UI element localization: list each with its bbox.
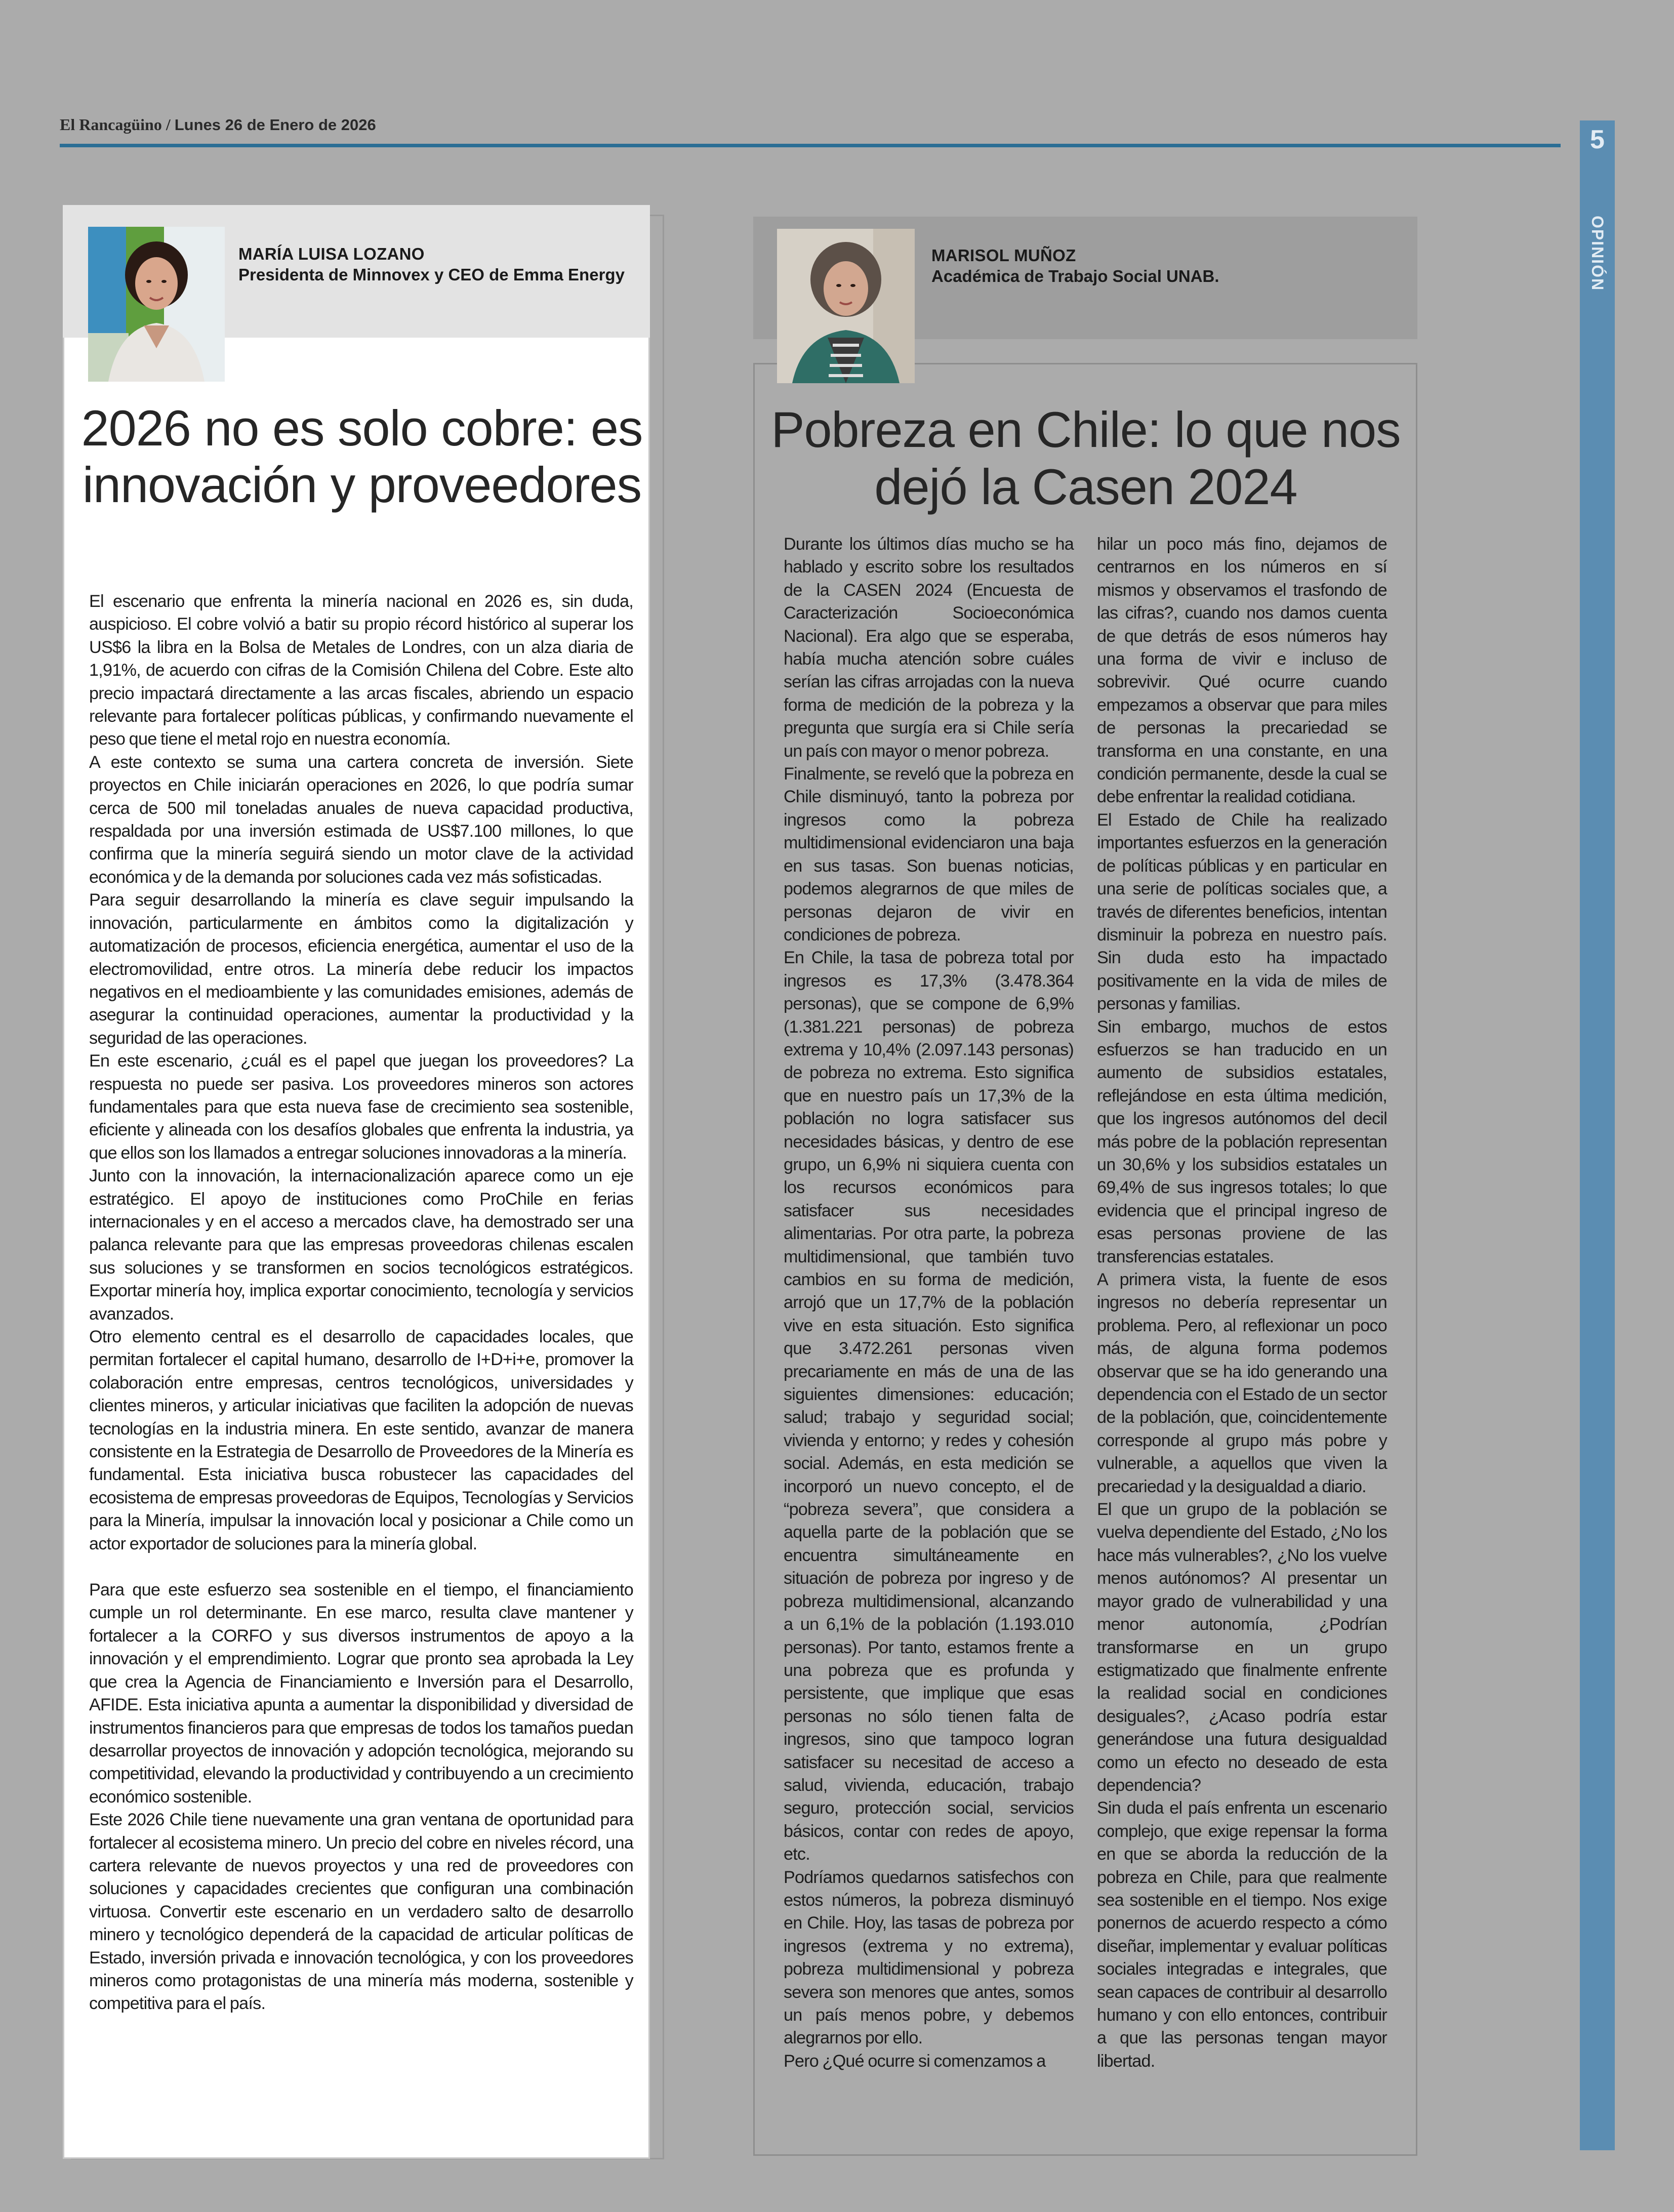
- left-author-role: Presidenta de Minnovex y CEO de Emma Energy: [238, 265, 625, 284]
- right-article-column-1: [784, 533, 1074, 2073]
- left-article-title: 2026 no es solo cobre: es innovación y proveedores: [81, 400, 643, 513]
- paragraph: Otro elemento central es el desarrollo de capacidades locales, que permitan fortalecer el capital humano, desarrollo de I+D+i+e, promover la colaboración entre empresas, centros tecnológicos, universidades y clientes mineros, y articular iniciativas que faciliten la adopción de nuevas tecnologías en la industria minera. En este sentido, avanzar de manera consistente en la Estrategia de Desarrollo de Proveedores de la Minería es fundamental. Esta iniciativa busca robustecer las capacidades del ecosistema de empresas proveedoras de Equipos, Tecnologías y Servicios para la Minería, impulsar la innovación local y posicionar a Chile como un actor exportador de soluciones para la minería global.: [89, 1327, 633, 1553]
- right-author-role: Académica de Trabajo Social UNAB.: [931, 267, 1219, 286]
- left-author-name: MARÍA LUISA LOZANO: [238, 244, 425, 263]
- paragraph: A este contexto se suma una cartera concreta de inversión. Siete proyectos en Chile iniciarán operaciones en 2026, lo que podría sumar cerca de 500 mil toneladas anuales de nueva capacidad productiva, respaldada por una inversión estimada de US$7.100 millones, lo que confirma que la minería seguirá siendo un motor clave de la actividad económica y de la demanda por soluciones cada vez más sofisticadas.: [89, 752, 633, 887]
- page-number: 5: [1590, 125, 1605, 154]
- paragraph: Pero ¿Qué ocurre si comenzamos a: [784, 2051, 1046, 2071]
- paragraph: hilar un poco más fino, dejamos de centrarnos en los números en sí mismos y observamos el trasfondo de las cifras?, cuando nos damos cuenta de que detrás de esos números hay una forma de vivir e incluso de sobrevivir. Qué ocurre cuando empezamos a observar que para miles de personas la precariedad se transforma en una constante, en una condición permanente, desde la cual se debe enfrentar la realidad cotidiana.: [1097, 535, 1387, 807]
- masthead: [60, 115, 376, 134]
- left-article-body: [89, 590, 633, 2016]
- paragraph: A primera vista, la fuente de esos ingresos no debería representar un problema. Pero, al reflexionar un poco más, de alguna forma podemos observar que se ha ido generando una dependencia con el Estado de un sector de la población, que, coincidentemente corresponde al grupo más pobre y vulnerable, a aquellos que viven la precariedad y la desigualdad a diario.: [1097, 1270, 1387, 1496]
- paragraph-gap: [89, 1555, 633, 1579]
- left-author-byline: [238, 243, 643, 285]
- paragraph: El que un grupo de la población se vuelva dependiente del Estado, ¿No los hace más vulnerables?, ¿No los vuelve menos autónomos? Al presentar un mayor grado de vulnerabilidad y una menor autonomía, ¿Podrían transformarse en un grupo estigmatizado que finalmente enfrente la realidad social en condiciones desiguales?, ¿Acaso podría estar generándose una futura desigualdad como un efecto no deseado de esta dependencia?: [1097, 1500, 1387, 1795]
- author-photo-left: [88, 227, 225, 382]
- paper-name: El Rancagüino: [60, 115, 162, 134]
- paragraph: Junto con la innovación, la internacionalización aparece como un eje estratégico. El apoyo de instituciones como ProChile en ferias internacionales y en el acceso a mercados clave, ha demostrado ser una palanca relevante para que las empresas proveedoras chilenas escalen sus soluciones y se transformen en socios tecnológicos estratégicos. Exportar minería hoy, implica exportar conocimiento, tecnología y servicios avanzados.: [89, 1166, 633, 1324]
- right-author-byline: [931, 245, 1387, 287]
- paragraph: Para seguir desarrollando la minería es clave seguir impulsando la innovación, particularmente en ámbitos como la digitalización y automatización de procesos, eficiencia energética, aumentar el uso de la electromovilidad, entre otros. La minería debe reducir los impactos negativos en el medioambiente y las comunidades emisiones, además de asegurar la continuidad operaciones, aumentar la productividad y la seguridad de las operaciones.: [89, 890, 633, 1048]
- paragraph: Podríamos quedarnos satisfechos con estos números, la pobreza disminuyó en Chile. Hoy, las tasas de pobreza por ingresos (extrema y no extrema), pobreza multidimensional y pobreza severa son menores que antes, somos un país menos pobre, y debemos alegrarnos por ello.: [784, 1867, 1074, 2048]
- masthead-separator: /: [166, 115, 171, 134]
- section-sidebar: [1580, 120, 1615, 2150]
- right-author-name: MARISOL MUÑOZ: [931, 246, 1076, 265]
- right-article-column-2: [1097, 533, 1387, 2073]
- paragraph: El Estado de Chile ha realizado importantes esfuerzos en la generación de políticas públicas y en particular en una serie de políticas sociales que, a través de diferentes beneficios, intentan disminuir la pobreza en nuestro país. Sin duda esto ha impactado positivamente en la vida de miles de personas y familias.: [1097, 810, 1387, 1014]
- paragraph: Sin duda el país enfrenta un escenario complejo, que exige repensar la forma en que se aborda la reducción de la pobreza en Chile, para que realmente sea sostenible en el tiempo. Nos exige ponernos de acuerdo respecto a cómo diseñar, implementar y evaluar políticas sociales integradas e integrales, que sean capaces de contribuir al desarrollo humano y con ello entonces, contribuir a que las personas tengan mayor libertad.: [1097, 1798, 1387, 2071]
- paragraph: Este 2026 Chile tiene nuevamente una gran ventana de oportunidad para fortalecer al ecosistema minero. Un precio del cobre en niveles récord, una cartera relevante de nuevos proyectos y una red de proveedores con soluciones y capacidades crecientes que configuran una combinación virtuosa. Convertir este escenario en un verdadero salto de desarrollo minero y tecnológico dependerá de la capacidad de articular políticas de Estado, inversión privada e innovación tecnológica, y con los proveedores mineros como protagonistas de una minería más moderna, sostenible y competitiva para el país.: [89, 1810, 633, 2014]
- paragraph: En este escenario, ¿cuál es el papel que juegan los proveedores? La respuesta no puede ser pasiva. Los proveedores mineros son actores fundamentales para que esta nueva fase de crecimiento sea sostenible, eficiente y alineada con los desafíos globales que enfrenta la industria, ya que ellos son los llamados a entregar soluciones innovadoras a la minería.: [89, 1051, 633, 1163]
- paragraph: Finalmente, se reveló que la pobreza en Chile disminuyó, tanto la pobreza por ingresos como la pobreza multidimensional evidenciaron una baja en sus tasas. Son buenas noticias, podemos alegrarnos de que miles de personas dejaron de vivir en condiciones de pobreza.: [784, 764, 1074, 945]
- section-label: [1580, 213, 1615, 294]
- paragraph: Durante los últimos días mucho se ha hablado y escrito sobre los resultados de la CASEN 2024 (Encuesta de Caracterización Socioeconómica Nacional). Era algo que se esperaba, había mucha atención sobre cuáles serían las cifras arrojadas con la nueva forma de medición de la pobreza y la pregunta que surgía era si Chile sería un país con mayor o menor pobreza.: [784, 535, 1074, 761]
- section-label-text: OPINIÓN: [1588, 215, 1607, 291]
- issue-date: Lunes 26 de Enero de 2026: [174, 116, 376, 134]
- paragraph: En Chile, la tasa de pobreza total por ingresos es 17,3% (3.478.364 personas), que se compone de 6,9% (1.381.221 personas) de pobreza extrema y 10,4% (2.097.143 personas) de pobreza no extrema. Esto significa que en nuestro país un 17,3% de la población no logra satisfacer sus necesidades básicas, y dentro de ese grupo, un 6,9% ni siquiera cuenta con los recursos económicos para satisfacer sus necesidades alimentarias. Por otra parte, la pobreza multidimensional, que también tuvo cambios en su forma de medición, arrojó que un 17,7% de la población vive en esta situación. Esto significa que 3.472.261 personas viven precariamente en más de una de las siguientes dimensiones: educación; salud; trabajo y seguridad social; vivienda y entorno; y redes y cohesión social. Además, en esta medición se incorporó un nuevo concepto, el de “pobreza severa”, que considera a aquella parte de la población que se encuentra simultáneamente en situación de pobreza por ingreso y de pobreza multidimensional, alcanzando a un 6,1% de la población (1.193.010 personas). Por tanto, estamos frente a una pobreza que es profunda y persistente, que implique que esas personas no sólo tienen falta de ingresos, sino que tampoco logran satisfacer su necesitad de acceso a salud, vivienda, educación, trabajo seguro, protección social, servicios básicos, contar con redes de apoyo, etc.: [784, 948, 1074, 1864]
- paragraph: Para que este esfuerzo sea sostenible en el tiempo, el financiamiento cumple un rol determinante. En ese marco, resulta clave mantener y fortalecer a la CORFO y sus diversos instrumentos de apoyo a la innovación y el emprendimiento. Lograr que pronto sea aprobada la Ley que crea la Agencia de Financiamiento e Inversión para el Desarrollo, AFIDE. Esta iniciativa apunta a aumentar la disponibilidad y diversidad de instrumentos financieros para que empresas de todos los tamaños puedan desarrollar proyectos de innovación y adopción tecnológica, mejorando su competitividad, elevando la productividad y contribuyendo a un crecimiento económico sostenible.: [89, 1580, 633, 1807]
- header-rule: [60, 144, 1561, 147]
- paragraph: El escenario que enfrenta la minería nacional en 2026 es, sin duda, auspicioso. El cobre volvió a batir su propio récord histórico al superar los US$6 la libra en la Bolsa de Metales de Londres, con un alza diaria de 1,91%, de acuerdo con cifras de la Comisión Chilena del Cobre. Este alto precio impactará directamente a las arcas fiscales, abriendo un espacio relevante para fortalecer políticas públicas, y confirmando nuevamente el peso que tiene el metal rojo en nuestra economía.: [89, 592, 633, 749]
- right-article-title: Pobreza en Chile: lo que nos dejó la Casen 2024: [771, 401, 1401, 515]
- paragraph: Sin embargo, muchos de estos esfuerzos se han traducido en un aumento de subsidios estatales, reflejándose en esta última medición, que los ingresos autónomos del decil más pobre de la población representan un 30,6% y los subsidios estatales un 69,4% de sus ingresos totales; lo que evidencia que el principal ingreso de esas personas proviene de las transferencias estatales.: [1097, 1017, 1387, 1266]
- author-photo-right: [777, 229, 915, 383]
